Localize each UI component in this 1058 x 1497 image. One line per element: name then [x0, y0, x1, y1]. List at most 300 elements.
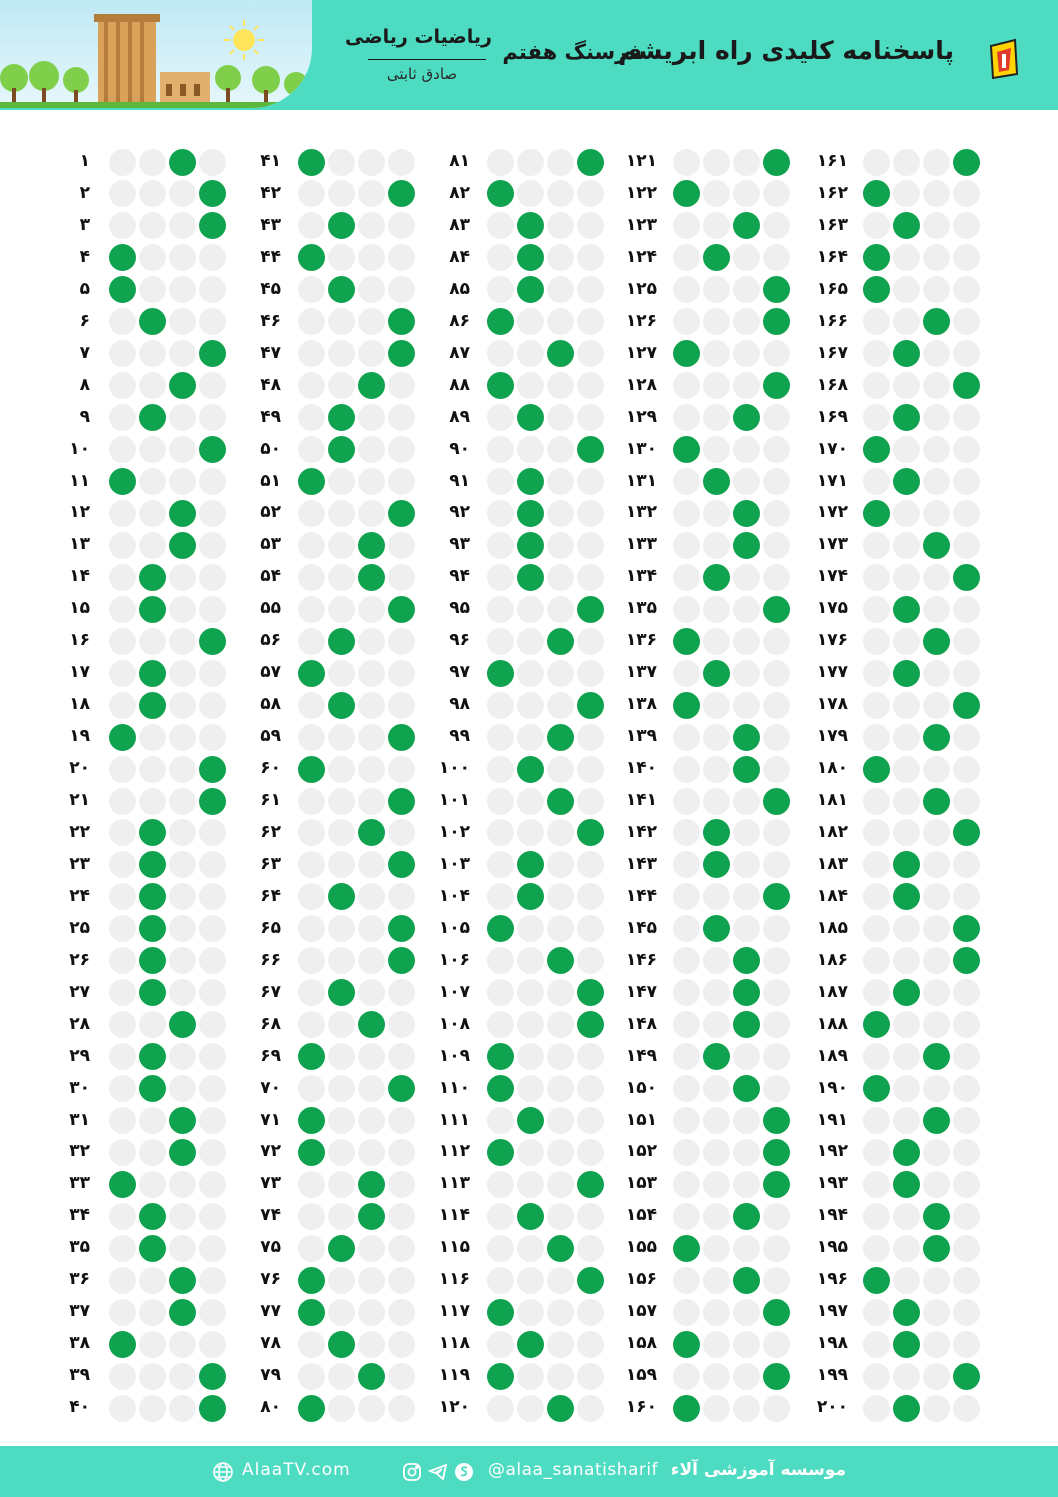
question-number: ۱۷۲ [816, 502, 848, 523]
answer-option-bubble [953, 468, 980, 495]
question-number: ۷۰ [260, 1077, 281, 1098]
answer-option-bubble [673, 819, 700, 846]
answer-option-bubble [358, 692, 385, 719]
answer-option-bubble [298, 883, 325, 910]
answer-option-bubble [673, 1267, 700, 1294]
answer-option-bubble [953, 1171, 980, 1198]
question-number: ۱۸۰ [816, 758, 848, 779]
answer-option-bubble [109, 1299, 136, 1326]
answer-option-bubble [703, 596, 730, 623]
answer-option-bubble [298, 564, 325, 591]
selected-answer-bubble [733, 1203, 760, 1230]
answer-option-bubble [863, 724, 890, 751]
question-number: ۸۲ [449, 182, 470, 203]
selected-answer-bubble [703, 564, 730, 591]
answer-option-bubble [673, 404, 700, 431]
answer-option-bubble [169, 660, 196, 687]
answer-option-bubble [328, 372, 355, 399]
answer-option-bubble [169, 788, 196, 815]
answer-option-bubble [298, 692, 325, 719]
answer-option-bubble [199, 564, 226, 591]
selected-answer-bubble [328, 212, 355, 239]
answer-option-bubble [298, 340, 325, 367]
answer-option-bubble [517, 372, 544, 399]
question-number: ۲۸ [69, 1013, 90, 1034]
selected-answer-bubble [547, 628, 574, 655]
answer-option-bubble [517, 436, 544, 463]
answer-option-bubble [577, 851, 604, 878]
question-number: ۶۴ [260, 885, 281, 906]
question-number: ۲۹ [69, 1045, 90, 1066]
answer-option-bubble [388, 244, 415, 271]
selected-answer-bubble [763, 276, 790, 303]
answer-option-bubble [487, 1267, 514, 1294]
question-number: ۱۲ [69, 502, 90, 523]
question-number: ۱۴۶ [625, 949, 657, 970]
question-number: ۹۶ [449, 630, 470, 651]
answer-option-bubble [109, 1267, 136, 1294]
selected-answer-bubble [388, 596, 415, 623]
answer-option-bubble [139, 244, 166, 271]
selected-answer-bubble [893, 660, 920, 687]
answer-option-bubble [487, 692, 514, 719]
answer-option-bubble [733, 244, 760, 271]
answer-option-bubble [863, 883, 890, 910]
question-number: ۱۹۴ [816, 1205, 848, 1226]
answer-option-bubble [953, 788, 980, 815]
selected-answer-bubble [199, 436, 226, 463]
answer-option-bubble [863, 468, 890, 495]
answer-option-bubble [763, 436, 790, 463]
answer-option-bubble [953, 404, 980, 431]
answer-option-bubble [169, 1363, 196, 1390]
answer-option-bubble [487, 244, 514, 271]
answer-option-bubble [763, 244, 790, 271]
answer-option-bubble [953, 851, 980, 878]
answer-option-bubble [388, 628, 415, 655]
question-number: ۱۰۰ [438, 758, 470, 779]
answer-option-bubble [547, 532, 574, 559]
answer-option-bubble [923, 819, 950, 846]
answer-option-bubble [358, 596, 385, 623]
selected-answer-bubble [703, 915, 730, 942]
answer-option-bubble [763, 979, 790, 1006]
social-handle-link[interactable]: @alaa_sanatisharif [488, 1460, 659, 1480]
answer-option-bubble [199, 692, 226, 719]
selected-answer-bubble [487, 372, 514, 399]
answer-option-bubble [109, 596, 136, 623]
answer-option-bubble [763, 819, 790, 846]
answer-option-bubble [923, 756, 950, 783]
answer-option-bubble [863, 979, 890, 1006]
answer-option-bubble [733, 564, 760, 591]
instagram-icon[interactable] [402, 1462, 422, 1486]
question-number: ۹۷ [449, 662, 470, 683]
selected-answer-bubble [547, 1395, 574, 1422]
answer-option-bubble [199, 308, 226, 335]
answer-option-bubble [109, 404, 136, 431]
question-number: ۱۸ [69, 694, 90, 715]
answer-option-bubble [517, 1267, 544, 1294]
answer-option-bubble [893, 1107, 920, 1134]
answer-option-bubble [199, 947, 226, 974]
answer-option-bubble [517, 819, 544, 846]
answer-option-bubble [733, 660, 760, 687]
question-number: ۴۹ [260, 406, 281, 427]
question-number: ۴۷ [260, 342, 281, 363]
question-number: ۱۰۷ [438, 981, 470, 1002]
answer-option-bubble [893, 1203, 920, 1230]
selected-answer-bubble [863, 180, 890, 207]
selected-answer-bubble [139, 596, 166, 623]
answer-option-bubble [733, 851, 760, 878]
answer-option-bubble [487, 947, 514, 974]
selected-answer-bubble [893, 883, 920, 910]
question-number: ۱۴ [69, 566, 90, 587]
question-number: ۳۰ [69, 1077, 90, 1098]
answer-option-bubble [733, 308, 760, 335]
answer-option-bubble [703, 1331, 730, 1358]
question-number: ۷۶ [260, 1269, 281, 1290]
answer-option-bubble [577, 1363, 604, 1390]
selected-answer-bubble [298, 660, 325, 687]
answer-option-bubble [863, 851, 890, 878]
selected-answer-bubble [733, 756, 760, 783]
answer-option-bubble [139, 1331, 166, 1358]
answer-option-bubble [703, 404, 730, 431]
selected-answer-bubble [358, 1171, 385, 1198]
question-number: ۵۶ [260, 630, 281, 651]
answer-option-bubble [358, 404, 385, 431]
answer-option-bubble [298, 1171, 325, 1198]
answer-option-bubble [893, 788, 920, 815]
question-number: ۱۹۷ [816, 1301, 848, 1322]
answer-option-bubble [298, 276, 325, 303]
answer-option-bubble [109, 212, 136, 239]
answer-option-bubble [328, 532, 355, 559]
answer-option-bubble [763, 564, 790, 591]
answer-option-bubble [388, 276, 415, 303]
answer-option-bubble [763, 756, 790, 783]
answer-option-bubble [487, 1235, 514, 1262]
answer-option-bubble [577, 756, 604, 783]
telegram-icon[interactable] [428, 1462, 448, 1486]
answer-option-bubble [577, 724, 604, 751]
question-number: ۱۲۲ [625, 182, 657, 203]
selected-answer-bubble [547, 724, 574, 751]
question-number: ۱۳۱ [625, 470, 657, 491]
answer-option-bubble [517, 1043, 544, 1070]
answer-option-bubble [358, 340, 385, 367]
selected-answer-bubble [863, 500, 890, 527]
answer-option-bubble [923, 564, 950, 591]
selected-answer-bubble [923, 308, 950, 335]
answer-option-bubble [109, 628, 136, 655]
answer-option-bubble [893, 915, 920, 942]
answer-option-bubble [547, 1043, 574, 1070]
selected-answer-bubble [388, 1075, 415, 1102]
answer-option-bubble [109, 564, 136, 591]
answer-option-bubble [328, 1203, 355, 1230]
question-number: ۱۵۸ [625, 1333, 657, 1354]
answer-option-bubble [673, 1363, 700, 1390]
answer-option-bubble [953, 1139, 980, 1166]
question-number: ۱۸۳ [816, 853, 848, 874]
answer-option-bubble [547, 1107, 574, 1134]
answer-option-bubble [547, 149, 574, 176]
question-number: ۴۳ [260, 214, 281, 235]
answer-option-bubble [893, 1075, 920, 1102]
question-number: ۱۳۹ [625, 726, 657, 747]
question-number: ۱۳۳ [625, 534, 657, 555]
question-number: ۹۰ [449, 438, 470, 459]
answer-option-bubble [577, 244, 604, 271]
answer-option-bubble [863, 788, 890, 815]
question-number: ۱۵۳ [625, 1173, 657, 1194]
selected-answer-bubble [763, 1299, 790, 1326]
answer-option-bubble [517, 788, 544, 815]
answer-option-bubble [733, 1331, 760, 1358]
question-number: ۱۲۱ [625, 151, 657, 171]
website-link[interactable]: AlaaTV.com [242, 1460, 351, 1480]
answer-option-bubble [863, 1043, 890, 1070]
selected-answer-bubble [703, 244, 730, 271]
answer-option-bubble [863, 1299, 890, 1326]
answer-option-bubble [298, 436, 325, 463]
answer-option-bubble [169, 468, 196, 495]
answer-option-bubble [547, 1139, 574, 1166]
question-number: ۱۶۲ [816, 182, 848, 203]
answer-option-bubble [109, 372, 136, 399]
selected-answer-bubble [109, 244, 136, 271]
answer-option-bubble [169, 883, 196, 910]
answer-option-bubble [487, 1331, 514, 1358]
question-number: ۱۷ [69, 662, 90, 683]
answer-option-bubble [547, 979, 574, 1006]
answer-option-bubble [953, 1331, 980, 1358]
selected-answer-bubble [199, 1363, 226, 1390]
selected-answer-bubble [733, 532, 760, 559]
answer-option-bubble [863, 404, 890, 431]
answer-option-bubble [139, 1267, 166, 1294]
question-number: ۶۸ [260, 1013, 281, 1034]
selected-answer-bubble [109, 1331, 136, 1358]
answer-option-bubble [547, 883, 574, 910]
question-number: ۱۰۳ [438, 853, 470, 874]
page-title: پاسخنامه کلیدی راه ابریشم [618, 36, 954, 65]
selected-answer-bubble [298, 1139, 325, 1166]
answer-option-bubble [703, 372, 730, 399]
answer-option-bubble [199, 149, 226, 176]
question-number: ۵ [79, 278, 90, 299]
answer-option-bubble [547, 404, 574, 431]
answer-option-bubble [923, 1267, 950, 1294]
answer-option-bubble [169, 628, 196, 655]
answer-option-bubble [388, 1331, 415, 1358]
selected-answer-bubble [328, 436, 355, 463]
selected-answer-bubble [328, 628, 355, 655]
selected-answer-bubble [487, 660, 514, 687]
question-number: ۱۷۸ [816, 694, 848, 715]
answer-option-bubble [673, 1299, 700, 1326]
answer-option-bubble [517, 628, 544, 655]
answer-option-bubble [577, 915, 604, 942]
question-number: ۱۶۳ [816, 214, 848, 235]
question-number: ۱۱۴ [438, 1205, 470, 1226]
answer-option-bubble [733, 1107, 760, 1134]
question-number: ۵۱ [260, 470, 281, 491]
question-number: ۲ [79, 182, 90, 203]
selected-answer-bubble [547, 947, 574, 974]
answer-option-bubble [328, 596, 355, 623]
answer-option-bubble [703, 1395, 730, 1422]
answer-option-bubble [298, 915, 325, 942]
answer-option-bubble [358, 149, 385, 176]
answer-option-bubble [109, 1363, 136, 1390]
selected-answer-bubble [863, 436, 890, 463]
answer-option-bubble [139, 1139, 166, 1166]
selected-answer-bubble [298, 468, 325, 495]
answer-option-bubble [109, 660, 136, 687]
answer-option-bubble [358, 915, 385, 942]
question-number: ۸۸ [449, 374, 470, 395]
answer-option-bubble [169, 564, 196, 591]
selected-answer-bubble [577, 692, 604, 719]
answer-option-bubble [139, 468, 166, 495]
selected-answer-bubble [388, 500, 415, 527]
answer-option-bubble [388, 1171, 415, 1198]
selected-answer-bubble [923, 788, 950, 815]
question-number: ۸۰ [260, 1397, 281, 1418]
question-number: ۱۸۴ [816, 885, 848, 906]
answer-option-bubble [893, 1235, 920, 1262]
selected-answer-bubble [673, 692, 700, 719]
selected-answer-bubble [139, 692, 166, 719]
author-name: صادق ثابتی [386, 65, 458, 83]
answer-option-bubble [673, 979, 700, 1006]
selected-answer-bubble [517, 276, 544, 303]
answer-option-bubble [893, 308, 920, 335]
selected-answer-bubble [733, 979, 760, 1006]
question-number: ۳۹ [69, 1365, 90, 1386]
answer-option-bubble [703, 1075, 730, 1102]
answer-option-bubble [328, 244, 355, 271]
question-number: ۱۴۲ [625, 821, 657, 842]
selected-answer-bubble [358, 372, 385, 399]
selected-answer-bubble [923, 1203, 950, 1230]
selected-answer-bubble [863, 756, 890, 783]
question-number: ۷۷ [260, 1301, 281, 1322]
selected-answer-bubble [328, 692, 355, 719]
answer-option-bubble [953, 436, 980, 463]
question-number: ۱۵۱ [625, 1109, 657, 1130]
answer-option-bubble [358, 1395, 385, 1422]
question-number: ۱۲۰ [438, 1397, 470, 1418]
answer-option-bubble [169, 756, 196, 783]
question-number: ۱۷۱ [816, 470, 848, 491]
answer-option-bubble [199, 851, 226, 878]
answer-option-bubble [953, 1395, 980, 1422]
answer-option-bubble [199, 1235, 226, 1262]
answer-option-bubble [328, 660, 355, 687]
answer-option-bubble [199, 276, 226, 303]
answer-option-bubble [763, 628, 790, 655]
answer-option-bubble [109, 788, 136, 815]
question-number: ۴۵ [260, 278, 281, 299]
selected-answer-bubble [953, 149, 980, 176]
selected-answer-bubble [733, 500, 760, 527]
answer-option-bubble [388, 1395, 415, 1422]
soroush-icon[interactable] [454, 1462, 474, 1486]
question-number: ۱۶۴ [816, 246, 848, 267]
answer-option-bubble [298, 724, 325, 751]
answer-option-bubble [547, 1203, 574, 1230]
selected-answer-bubble [893, 1171, 920, 1198]
answer-option-bubble [703, 340, 730, 367]
answer-option-bubble [577, 883, 604, 910]
answer-option-bubble [298, 1075, 325, 1102]
selected-answer-bubble [169, 1267, 196, 1294]
answer-option-bubble [733, 915, 760, 942]
answer-option-bubble [328, 1043, 355, 1070]
answer-option-bubble [673, 1203, 700, 1230]
answer-option-bubble [547, 212, 574, 239]
answer-option-bubble [733, 180, 760, 207]
selected-answer-bubble [109, 468, 136, 495]
answer-option-bubble [517, 1011, 544, 1038]
question-number: ۱۶ [69, 630, 90, 651]
answer-option-bubble [358, 436, 385, 463]
answer-option-bubble [139, 756, 166, 783]
selected-answer-bubble [298, 1267, 325, 1294]
selected-answer-bubble [517, 756, 544, 783]
selected-answer-bubble [863, 244, 890, 271]
answer-option-bubble [673, 756, 700, 783]
answer-option-bubble [863, 660, 890, 687]
answer-option-bubble [547, 244, 574, 271]
selected-answer-bubble [298, 1107, 325, 1134]
selected-answer-bubble [517, 883, 544, 910]
answer-option-bubble [953, 1011, 980, 1038]
answer-option-bubble [169, 947, 196, 974]
answer-option-bubble [763, 468, 790, 495]
question-number: ۹۲ [449, 502, 470, 523]
answer-option-bubble [893, 819, 920, 846]
selected-answer-bubble [517, 1107, 544, 1134]
question-number: ۶۶ [260, 949, 281, 970]
selected-answer-bubble [169, 532, 196, 559]
question-number: ۳۳ [69, 1173, 90, 1194]
answer-option-bubble [388, 1203, 415, 1230]
selected-answer-bubble [547, 788, 574, 815]
selected-answer-bubble [577, 436, 604, 463]
question-number: ۱۴۷ [625, 981, 657, 1002]
selected-answer-bubble [199, 212, 226, 239]
answer-option-bubble [953, 180, 980, 207]
answer-option-bubble [517, 1075, 544, 1102]
answer-option-bubble [547, 756, 574, 783]
social-icons [402, 1462, 476, 1482]
answer-option-bubble [388, 564, 415, 591]
answer-option-bubble [358, 180, 385, 207]
question-number: ۱۰۸ [438, 1013, 470, 1034]
answer-option-bubble [703, 1299, 730, 1326]
answer-option-bubble [388, 436, 415, 463]
answer-option-bubble [673, 149, 700, 176]
question-number: ۱۴۱ [625, 790, 657, 810]
selected-answer-bubble [358, 564, 385, 591]
selected-answer-bubble [517, 1331, 544, 1358]
